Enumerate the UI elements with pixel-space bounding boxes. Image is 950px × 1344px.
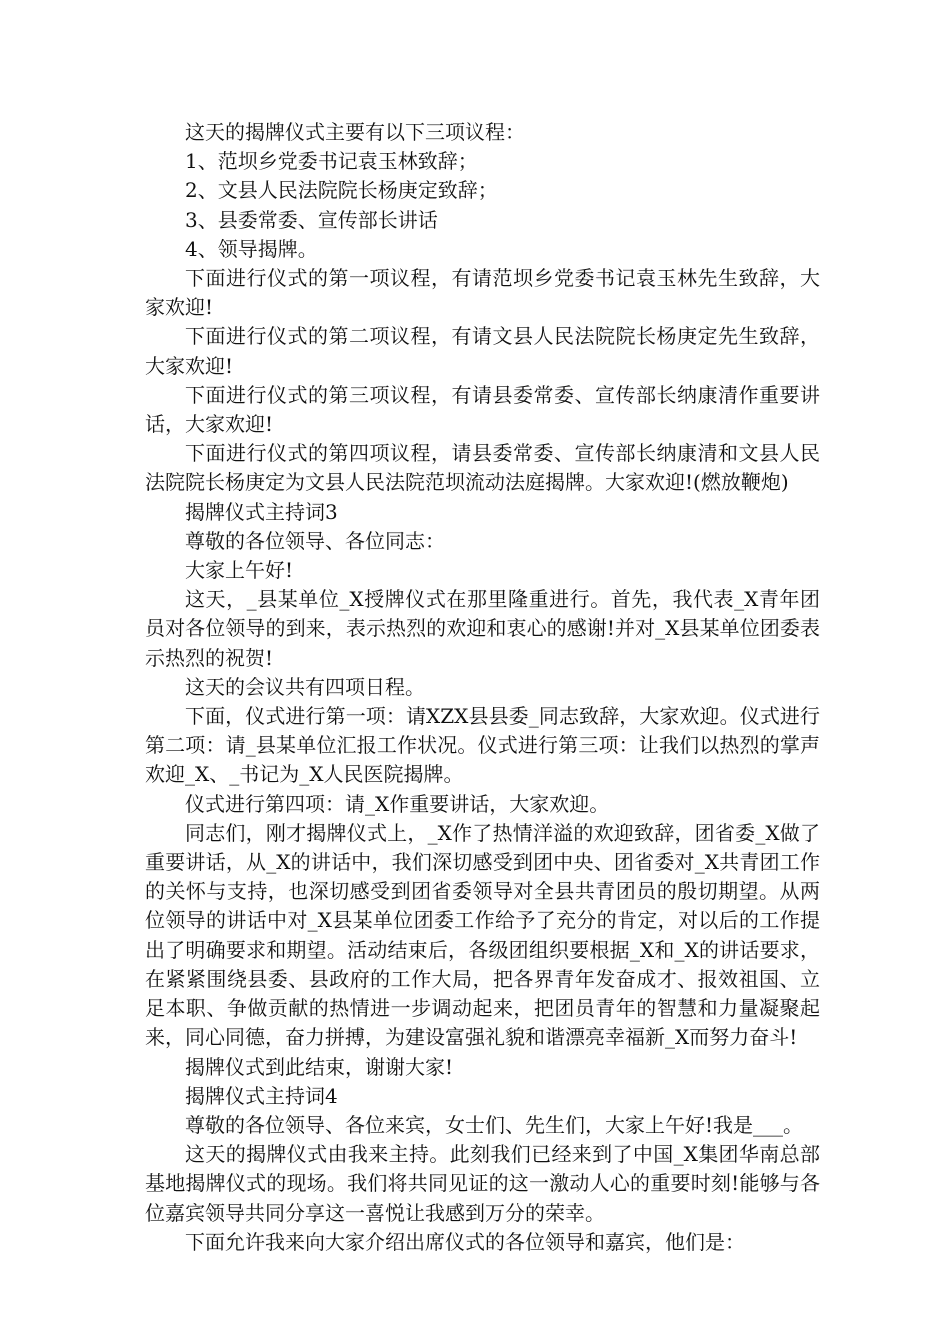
agenda-item-2: 2、文县人民法院院长杨庚定致辞； [185,178,498,203]
guest-introduction: 下面允许我来向大家介绍出席仪式的各位领导和嘉宾，他们是： [185,1229,745,1254]
agenda-item-3: 3、县委常委、宣传部长讲话 [185,207,438,232]
agenda-intro: 这天的揭牌仪式主要有以下三项议程： [185,120,525,144]
section-heading-3: 揭牌仪式主持词3 [185,499,338,524]
document-body [145,118,820,1257]
closing-speech: 同志们，刚才揭牌仪式上，_X作了热情洋溢的欢迎致辞，团省委_X做了重要讲话，从_X的讲话中，我们深切感受到团中央、团省委对_X共青团工作的关怀与支持，也深切感受到团省委领导对全县共青团员的殷切期望。从两位领导的讲话中对_X县某单位团委工作给予了充分的肯定，对以后的工作提出了明确要求和期望。活动结束后，各级团组织要根据_X和_X的讲话要求，在紧紧围绕县委、县政府的工作大局，把各界青年发奋成才、报效祖国、立足本职、争做贡献的热情进一步调动起来，把团员青年的智慧和力量凝聚起来，同心同德，奋力拼搏，为建设富强礼貌和谐漂亮幸福新_X而努力奋斗! [145,820,820,1050]
closing-line: 揭牌仪式到此结束，谢谢大家! [185,1054,454,1079]
greeting-morning: 大家上午好! [185,558,294,583]
schedule-item-4: 仪式进行第四项：请_X作重要讲话，大家欢迎。 [185,791,610,816]
greeting-4: 尊敬的各位领导、各位来宾，女士们、先生们，大家上午好!我是___。 [185,1112,804,1137]
host-intro-4: 这天的揭牌仪式由我来主持。此刻我们已经来到了中国_X集团华南总部基地揭牌仪式的现场。我们将共同见证的这一激动人心的重要时刻!能够与各位嘉宾领导共同分享这一喜悦让我感到万分的荣幸。 [145,1142,820,1225]
agenda-item-4: 4、领导揭牌。 [185,236,318,261]
schedule-items: 下面，仪式进行第一项：请XZX县县委_同志致辞，大家欢迎。仪式进行第二项：请_县某单位汇报工作状况。仪式进行第三项：让我们以热烈的掌声欢迎_X、_书记为_X人民医院揭牌。 [145,704,820,787]
section-heading-4: 揭牌仪式主持词4 [185,1083,338,1108]
agenda-step-1: 下面进行仪式的第一项议程，有请范坝乡党委书记袁玉林先生致辞，大家欢迎! [145,266,820,320]
greeting-salutation: 尊敬的各位领导、各位同志： [185,528,445,553]
agenda-step-2: 下面进行仪式的第二项议程，有请文县人民法院院长杨庚定先生致辞，大家欢迎! [145,324,820,378]
opening-paragraph: 这天，_县某单位_X授牌仪式在那里隆重进行。首先，我代表_X青年团员对各位领导的到来，表示热烈的欢迎和衷心的感谢!并对_X县某单位团委表示热烈的祝贺! [145,587,820,670]
agenda-step-3: 下面进行仪式的第三项议程，有请县委常委、宣传部长纳康清作重要讲话，大家欢迎! [145,382,820,437]
schedule-intro: 这天的会议共有四项日程。 [185,674,425,699]
agenda-item-1: 1、范坝乡党委书记袁玉林致辞； [185,149,478,174]
agenda-step-4: 下面进行仪式的第四项议程，请县委常委、宣传部长纳康清和文县人民法院院长杨庚定为文县人民法院范坝流动法庭揭牌。大家欢迎!(燃放鞭炮) [145,441,820,495]
